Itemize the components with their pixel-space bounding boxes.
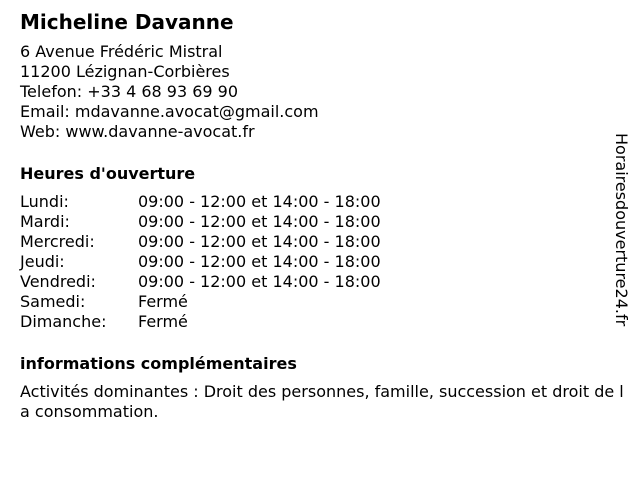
day-hours: 09:00 - 12:00 et 14:00 - 18:00 (138, 212, 381, 231)
hours-row-wednesday (20, 232, 630, 252)
day-hours: Fermé (138, 312, 188, 331)
hours-title: Heures d'ouverture (20, 164, 196, 183)
day-label: Lundi: (20, 192, 69, 211)
hours-row-monday (20, 192, 630, 212)
business-name: Micheline Davanne (20, 10, 234, 34)
hours-row-saturday (20, 292, 630, 312)
site-watermark: Horairesdouverture24.fr (612, 133, 631, 327)
hours-row-tuesday (20, 212, 630, 232)
hours-row-thursday (20, 252, 630, 272)
web-line: Web: www.davanne-avocat.fr (20, 122, 255, 141)
info-title: informations complémentaires (20, 354, 297, 373)
hours-row-friday (20, 272, 630, 292)
day-label: Mardi: (20, 212, 70, 231)
email-line: Email: mdavanne.avocat@gmail.com (20, 102, 319, 121)
day-hours: 09:00 - 12:00 et 14:00 - 18:00 (138, 272, 381, 291)
hours-row-sunday (20, 312, 630, 332)
day-hours: 09:00 - 12:00 et 14:00 - 18:00 (138, 192, 381, 211)
day-label: Mercredi: (20, 232, 95, 251)
hours-table (20, 192, 630, 332)
contact-card (20, 10, 630, 422)
phone-line: Telefon: +33 4 68 93 69 90 (20, 82, 239, 101)
day-label: Vendredi: (20, 272, 96, 291)
info-text: Activités dominantes : Droit des personnes, famille, succession et droit de la consommation. (20, 382, 624, 421)
day-label: Samedi: (20, 292, 86, 311)
day-hours: 09:00 - 12:00 et 14:00 - 18:00 (138, 232, 381, 251)
address-line-2: 11200 Lézignan-Corbières (20, 62, 230, 81)
day-label: Jeudi: (20, 252, 65, 271)
day-hours: Fermé (138, 292, 188, 311)
address-line-1: 6 Avenue Frédéric Mistral (20, 42, 223, 61)
day-label: Dimanche: (20, 312, 107, 331)
day-hours: 09:00 - 12:00 et 14:00 - 18:00 (138, 252, 381, 271)
